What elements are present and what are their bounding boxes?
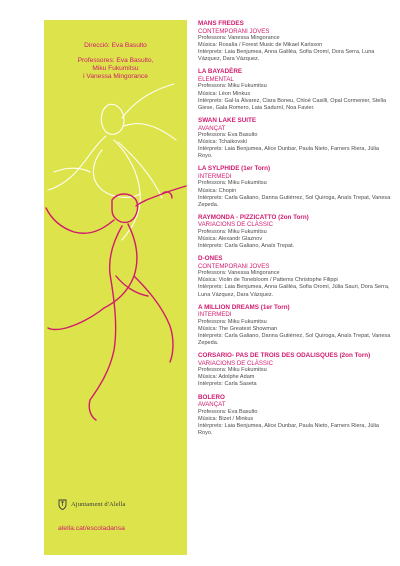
piece-category: AVANÇAT xyxy=(198,124,226,132)
program-item xyxy=(198,214,394,250)
piece-teacher: Professora: Miku Fukumitsu xyxy=(198,318,267,325)
piece-music: Música: Bizet / Minkus xyxy=(198,415,254,422)
piece-performers: Intèrprets: Carla Galiano, Danna Gutiérrez, Sol Quiroga, Anaïs Trepat, Vanesa Zepeda. xyxy=(198,332,391,346)
piece-title: D-ONES xyxy=(198,255,223,263)
piece-teacher: Professora: Miku Fukumitsu xyxy=(198,228,267,235)
piece-title: SWAN LAKE SUITE xyxy=(198,116,257,124)
piece-title: RAYMONDA - PIZZICATTO (2on Torn) xyxy=(198,213,309,221)
piece-music: Música: Chopin xyxy=(198,187,237,194)
piece-performers: Intèrprets: Laia Benjumea, Alice Dunbar, Paula Nieto, Farners Riera, Júlia Royo. xyxy=(198,422,379,436)
piece-music: Música: The Greatest Showman xyxy=(198,325,278,332)
piece-performers: Intèrprets: Carla Saseta xyxy=(198,381,257,388)
piece-teacher: Professora: Vanessa Mingorance xyxy=(198,35,280,41)
piece-title: BOLERO xyxy=(198,393,225,401)
piece-category: INTERMEDI xyxy=(198,173,232,180)
program-item xyxy=(198,165,394,208)
piece-title: MANS FREDES xyxy=(198,20,244,27)
piece-category: INTERMEDI xyxy=(198,311,232,319)
piece-teacher: Professora: Eva Basulto xyxy=(198,408,258,415)
piece-title: LA SYLPHIDE (1er Torn) xyxy=(198,165,271,173)
program-item xyxy=(198,68,394,111)
piece-performers: Intèrprets: Laia Benjumea, Alice Dunbar, Paula Nieto, Farners Riera, Júlia Royo. xyxy=(198,146,379,160)
piece-category: AVANÇAT xyxy=(198,401,226,409)
piece-teacher: Professora: Miku Fukumitsu xyxy=(198,180,267,187)
piece-category: ELEMENTAL xyxy=(198,76,234,84)
piece-performers: Intèrprets: Carla Galiano, Danna Gutiérrez, Sol Quiroga, Anaïs Trepat, Vanesa Zepeda. xyxy=(198,194,391,208)
piece-performers: Intèrprets: Gal·la Álvarez, Clara Boneu, Chloé Casilli, Opal Cormenier, Stella Giese, Gala Romero, Laia Sadurní, Noa Favier. xyxy=(198,97,387,111)
town-crest-icon xyxy=(58,499,67,510)
program-item xyxy=(198,352,394,388)
program-item xyxy=(198,20,394,63)
program-item xyxy=(198,394,394,437)
teachers-credit: Professores: Eva Basulto, Miku Fukumitsu i Vanessa Mingorance xyxy=(77,57,154,80)
program-list xyxy=(198,20,394,442)
website-link[interactable]: alella.cat/escoladansa xyxy=(58,525,125,532)
piece-performers: Intèrprets: Laia Benjumea, Anna Galiléa, Sofia Oromí, Dora Serra, Luna Vázquez, Dara Vázquez. xyxy=(198,49,375,63)
piece-music: Música: Léon Minkus xyxy=(198,90,251,97)
piece-category: CONTEMPORANI JOVES xyxy=(198,262,270,270)
piece-category: VARIACIONS DE CLÀSSIC xyxy=(198,221,274,229)
dancer-illustration xyxy=(44,80,187,450)
program-item xyxy=(198,117,394,160)
piece-teacher: Professora: Eva Basulto xyxy=(198,131,258,138)
piece-teacher: Professora: Miku Fukumitsu xyxy=(198,367,267,374)
piece-title: LA BAYADÈRE xyxy=(198,68,243,76)
piece-performers: Intèrprets: Laia Benjumea, Anna Galiléa, Sofia Oromí, Júlia Sauri, Dora Serra, Luna Vázquez, Dara Vázquez. xyxy=(198,284,390,298)
cover-panel xyxy=(44,20,187,555)
piece-performers: Intèrprets: Carla Galiano, Anaïs Trepat. xyxy=(198,243,295,250)
piece-teacher: Professora: Vanessa Mingorance xyxy=(198,270,280,277)
direction-credit: Direcció: Eva Basulto xyxy=(84,42,147,49)
town-council-logo: Ajuntament d'Alella xyxy=(71,501,126,508)
piece-teacher: Professora: Miku Fukumitsu xyxy=(198,83,267,90)
piece-title: CORSARIO- PAS DE TROIS DES ODALISQUES (2on Torn) xyxy=(198,352,371,360)
piece-music: Música: Adolphe Adam xyxy=(198,374,255,381)
piece-category: VARIACIONS DE CLÀSSIC xyxy=(198,359,274,367)
piece-music: Música: Tchaikovski xyxy=(198,139,247,146)
piece-title: A MILLION DREAMS (1er Torn) xyxy=(198,303,290,311)
piece-music: Música: Rosalía / Forest Music de Mikael Karlsson xyxy=(198,42,323,49)
program-item xyxy=(198,255,394,298)
piece-music: Música: Alexandr Glaznov xyxy=(198,235,263,242)
piece-category: CONTEMPORANI JOVES xyxy=(198,27,270,35)
piece-music: Música: Violin de Tonebloom / Pattems Christophe Filippi xyxy=(198,277,338,284)
program-item xyxy=(198,304,394,347)
